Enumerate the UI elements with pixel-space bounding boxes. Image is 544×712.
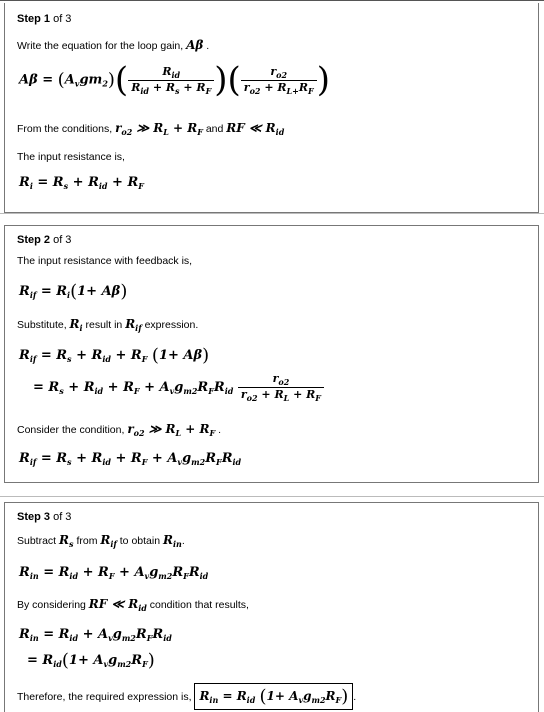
substituted-equation-2: = $R_s + R_{id} + R_F + A_vg_{m2}R_FR_{id}$ $\frac{r_{o2}}{r_{o2} + R_L + R_F}$ xyxy=(33,372,324,403)
step-3-panel xyxy=(4,502,539,712)
step-2-text-3: Consider the condition, $r_{o2}$ ≫ $R_L + R_F$ . xyxy=(17,422,221,438)
rin-equation: $R_{in} = R_{id} + R_F + A_vg_{m2}R_FR_{id}$ xyxy=(19,565,209,581)
step-2-panel xyxy=(4,225,539,483)
step-1-panel xyxy=(4,3,539,213)
separator-1 xyxy=(0,213,544,214)
final-answer-box: $R_{in} = R_{id}$ $(1+ A_vg_{m2}R_F)$ xyxy=(194,683,353,710)
input-resistance-equation: $R_i = R_s + R_{id} + R_F$ xyxy=(19,175,144,191)
rin-simplified-2: = $R_{id}(1+ A_vg_{m2}R_F)$ xyxy=(27,650,155,671)
step-3-text-2: By considering RF ≪ $R_{id}$ condition that results, xyxy=(17,597,249,613)
step-3-text-1: Subtract $R_s$ from $R_{if}$ to obtain $R_{in}$. xyxy=(17,533,185,549)
step-2-heading: Step 2 of 3 xyxy=(17,234,72,246)
step-1-text-3: The input resistance is, xyxy=(17,151,125,163)
rin-simplified-1: $R_{in} = R_{id} + A_vg_{m2}R_FR_{id}$ xyxy=(19,627,172,643)
step-1-heading: Step 1 of 3 xyxy=(17,13,72,25)
step-2-text-2: Substitute, $R_i$ result in $R_{if}$ expression. xyxy=(17,317,199,333)
substituted-equation-1: $R_{if} = R_s + R_{id} + R_F$ (1+ Aβ) xyxy=(19,345,210,366)
step-1-text-1: Write the equation for the loop gain, Aβ . xyxy=(17,38,210,52)
simplified-feedback-equation: $R_{if} = R_s + R_{id} + R_F + A_vg_{m2}R_FR_{id}$ xyxy=(19,451,242,467)
step-2-text-1: The input resistance with feedback is, xyxy=(17,255,193,267)
step-3-text-3: Therefore, the required expression is, $R_{in} = R_{id}$ $(1+ A_vg_{m2}R_F)$ . xyxy=(17,683,356,710)
separator-2 xyxy=(0,496,544,497)
loop-gain-equation: $A\beta = (A_vgm_2)$( $\frac{R_{id}}{R_{id} + R_s + R_F}$ )( $\frac{r_{o2}}{r_{o2} + R_{L+}R_F}$ ) xyxy=(19,60,330,100)
feedback-resistance-equation: $R_{if} = R_i(1+ A\beta)$ xyxy=(19,281,128,302)
step-1-text-2: From the conditions, $r_{o2}$ ≫ $R_L + R_F$ and RF ≪ $R_{id}$ xyxy=(17,121,285,137)
step-3-heading: Step 3 of 3 xyxy=(17,511,72,523)
